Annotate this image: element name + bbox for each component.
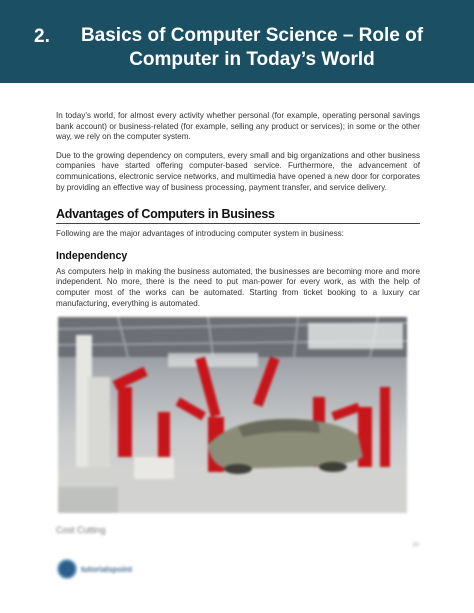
tutorialspoint-logo-icon xyxy=(57,559,77,579)
logo-text: tutorialspoint xyxy=(81,564,133,574)
intro-paragraph-2: Due to the growing dependency on computers, every small and big organizations and other business companies have started offering computer-based service. Furthermore, the advancement of communications, electronic service networks, and multimedia have opened a new door for corporates by providing an effective way of business processing, payment transfer, and service delivery. xyxy=(56,150,420,192)
factory-illustration xyxy=(58,317,407,513)
intro-paragraph-1: In today’s world, for almost every activity whether personal (for example, operating personal savings bank account) or business-related (for example, selling any product or services); in some or the other way, we rely on the computer system. xyxy=(56,111,420,142)
tutorialspoint-logo xyxy=(57,556,173,582)
chapter-banner xyxy=(0,0,474,83)
main-content xyxy=(56,111,420,535)
subheading-independency: Independency xyxy=(56,249,128,262)
page-number: 10 xyxy=(412,542,419,548)
image-caption: Cost Cutting xyxy=(56,525,106,536)
chapter-title: Basics of Computer Science – Role of Computer in Today’s World xyxy=(80,25,424,70)
independency-paragraph: As computers help in making the business automated, the businesses are becoming more and more independent. No more, there is the need to put man-power for every work, as with the help of computer most of the works can be automated. Starting from ticket booking to a luxury car manufacturing, everything is automated. xyxy=(56,266,420,308)
section-intro: Following are the major advantages of introducing computer system in business: xyxy=(56,229,344,239)
factory-photo xyxy=(58,317,407,513)
section-heading: Advantages of Computers in Business xyxy=(56,207,420,224)
chapter-number: 2. xyxy=(34,26,50,47)
